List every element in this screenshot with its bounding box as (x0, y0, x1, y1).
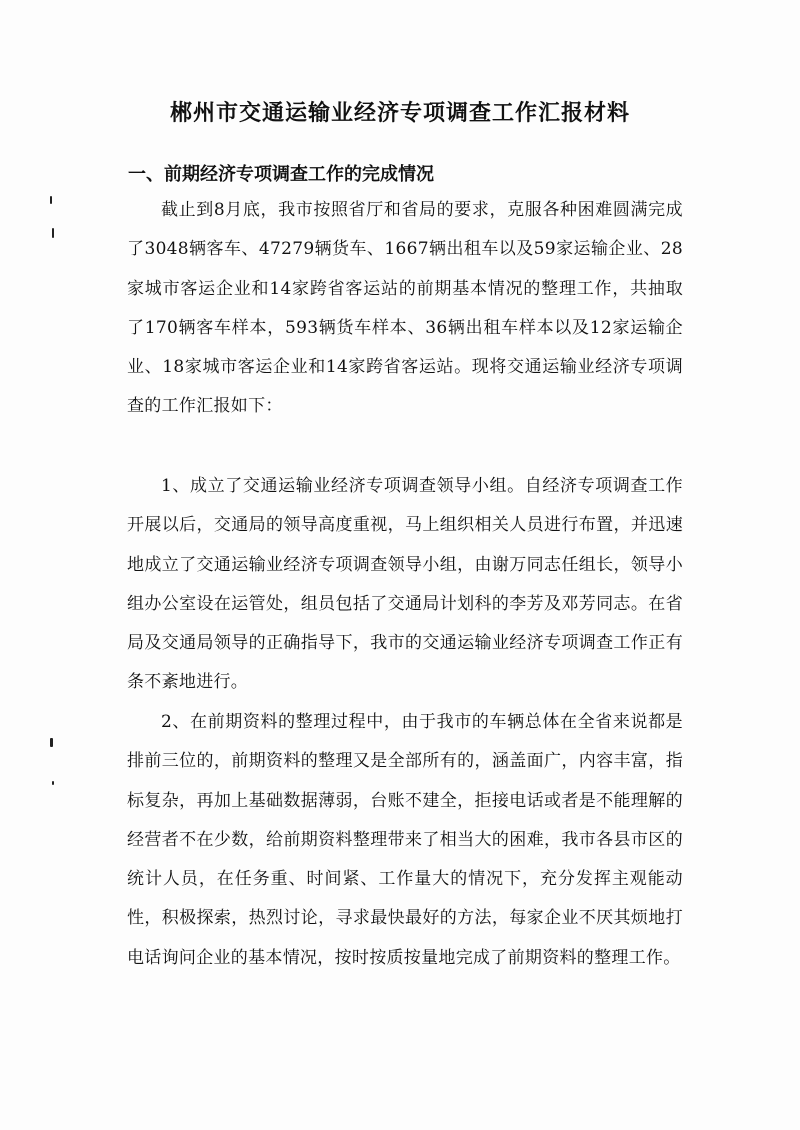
scan-speck (50, 738, 53, 747)
scan-speck (50, 196, 52, 204)
document-title: 郴州市交通运输业经济专项调查工作汇报材料 (169, 100, 630, 126)
section-heading: 一、前期经济专项调查工作的完成情况 (128, 164, 434, 185)
paragraph-item-2: 2、在前期资料的整理过程中，由于我市的车辆总体在全省来说都是排前三位的，前期资料的整理又是全部所有的，涵盖面广，内容丰富，指标复杂，再加上基础数据薄弱，台账不建全，拒接电话或者是不能理解的经营者不在少数，给前期资料整理带来了相当大的困难，我市各县市区的统计人员，在任务重、时间紧、工作量大的情况下，充分发挥主观能动性，积极探索，热烈讨论，寻求最快最好的方法，每家企业不厌其烦地打电话询问企业的基本情况，按时按质按量地完成了前期资料的整理工作。 (127, 712, 683, 968)
scan-speck (52, 228, 54, 238)
scan-speck (52, 781, 54, 785)
paragraph-item-1: 1、成立了交通运输业经济专项调查领导小组。自经济专项调查工作开展以后，交通局的领导高度重视，马上组织相关人员进行布置，并迅速地成立了交通运输业经济专项调查领导小组，由谢万同志任组长，领导小组办公室设在运管处，组员包括了交通局计划科的李芳及邓芳同志。在省局及交通局领导的正确指导下，我市的交通运输业经济专项调查工作正有条不紊地进行。 (127, 476, 683, 693)
paragraph-intro: 截止到8月底，我市按照省厅和省局的要求，克服各种困难圆满完成了3048辆客车、47279辆货车、1667辆出租车以及59家运输企业、28家城市客运企业和14家跨省客运站的前期基本情况的整理工作，共抽取了170辆客车样本，593辆货车样本、36辆出租车样本以及12家运输企业、18家城市客运企业和14家跨省客运站。现将交通运输业经济专项调查的工作汇报如下： (127, 200, 683, 417)
